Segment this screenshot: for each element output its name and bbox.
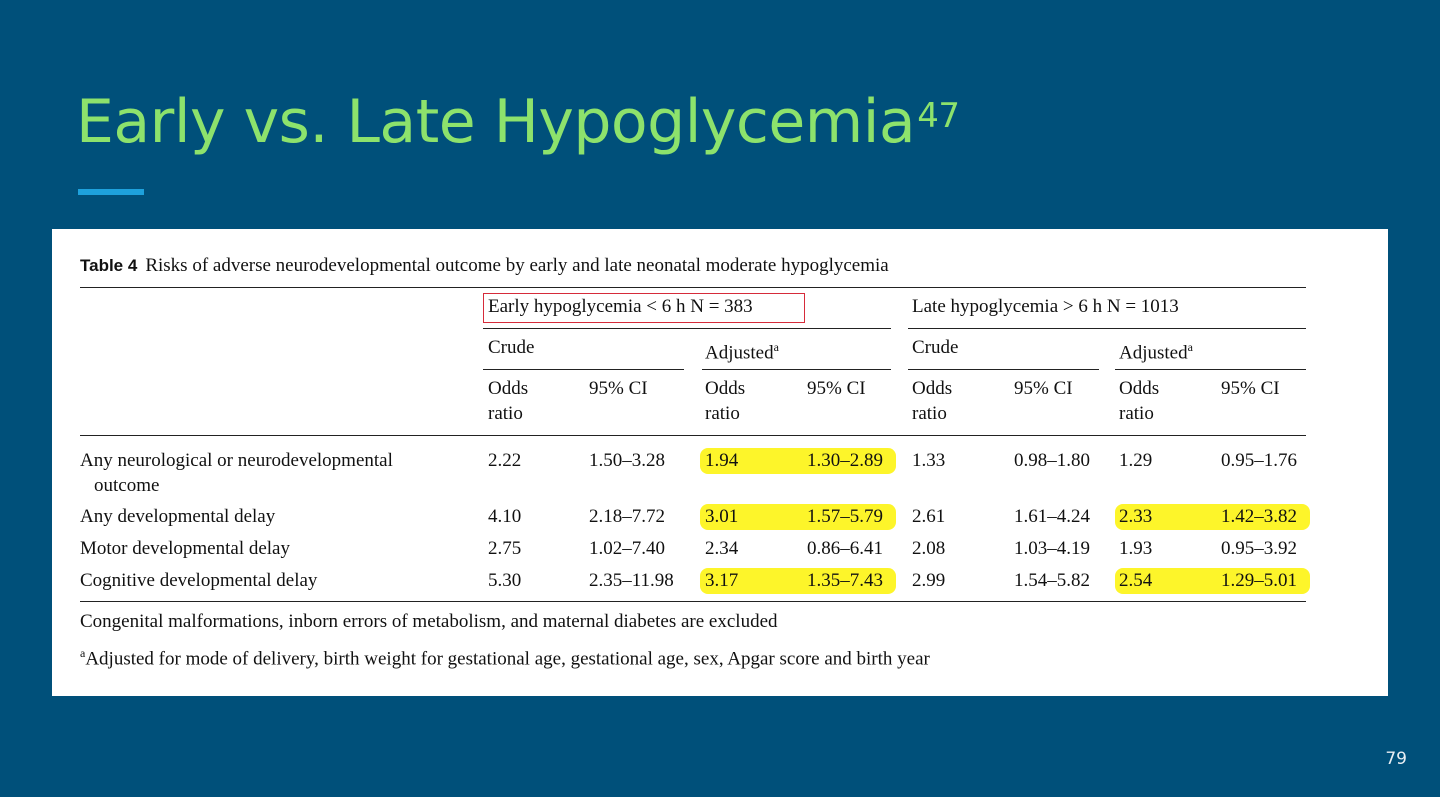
col-header-odds-ratio [912, 376, 952, 426]
cell-early-crude-or: 2.75 [488, 538, 522, 559]
row-label [80, 448, 393, 498]
col-header-odds-ratio [1119, 376, 1159, 426]
cell-early-adjusted-ci: 1.30–2.89 [807, 450, 883, 471]
cell-early-adjusted-or: 3.01 [705, 506, 739, 527]
table-caption [80, 255, 889, 277]
row-label: Motor developmental delay [80, 538, 290, 559]
cell-early-crude-ci: 2.18–7.72 [589, 506, 665, 527]
cell-early-crude-or: 2.22 [488, 450, 522, 471]
title-accent-bar [78, 189, 144, 195]
cell-early-adjusted-ci: 1.35–7.43 [807, 570, 883, 591]
adjusted-label: Adjusted [1119, 342, 1188, 364]
early-group-box [483, 293, 805, 323]
subheader-early-adjusted [705, 335, 779, 365]
footnote-exclusions: Congenital malformations, inborn errors of metabolism, and maternal diabetes are excluded [80, 611, 778, 632]
cell-late-adjusted-or: 2.33 [1119, 506, 1153, 527]
cell-late-crude-or: 2.61 [912, 506, 946, 527]
title-citation: 47 [917, 96, 960, 136]
late-group-rule [908, 328, 1306, 329]
row-label: Cognitive developmental delay [80, 570, 318, 591]
adjusted-footnote-mark: a [773, 340, 779, 354]
odds-ratio-line1: Odds [1119, 378, 1160, 399]
row-label: Any developmental delay [80, 506, 276, 527]
group-header-late: Late hypoglycemia > 6 h N = 1013 [912, 296, 1179, 317]
col-header-ci: 95% CI [589, 378, 648, 399]
cell-late-crude-ci: 1.54–5.82 [1014, 570, 1090, 591]
cell-late-adjusted-ci: 0.95–3.92 [1221, 538, 1297, 559]
cell-early-crude-ci: 1.02–7.40 [589, 538, 665, 559]
adjusted-footnote-mark: a [1187, 340, 1193, 354]
slide-title-text: Early vs. Late Hypoglycemia [76, 87, 916, 157]
cell-late-crude-ci: 0.98–1.80 [1014, 450, 1090, 471]
early-crude-rule [483, 369, 684, 370]
body-bottom-rule [80, 601, 1306, 602]
table-caption-label: Table 4 [80, 256, 138, 275]
cell-late-adjusted-or: 1.29 [1119, 450, 1153, 471]
cell-late-adjusted-or: 1.93 [1119, 538, 1153, 559]
table-caption-text: Risks of adverse neurodevelopmental outcome by early and late neonatal moderate hypoglycemia [145, 255, 889, 276]
late-adjusted-rule [1115, 369, 1306, 370]
footnote-adjustment-text: Adjusted for mode of delivery, birth weight for gestational age, gestational age, sex, Apgar score and birth year [85, 648, 930, 670]
adjusted-label: Adjusted [705, 342, 774, 364]
odds-ratio-line2: ratio [912, 403, 947, 424]
cell-late-adjusted-ci: 1.42–3.82 [1221, 506, 1297, 527]
slide-title [76, 82, 959, 162]
subheader-early-crude: Crude [488, 337, 535, 358]
early-group-rule [483, 328, 891, 329]
subheader-late-adjusted [1119, 335, 1193, 365]
cell-early-adjusted-ci: 0.86–6.41 [807, 538, 883, 559]
early-adjusted-rule [702, 369, 891, 370]
col-header-odds-ratio [705, 376, 745, 426]
subheader-late-crude: Crude [912, 337, 959, 358]
cell-late-crude-or: 1.33 [912, 450, 946, 471]
odds-ratio-line2: ratio [488, 403, 523, 424]
late-crude-rule [908, 369, 1099, 370]
header-bottom-rule [80, 435, 1306, 436]
cell-late-crude-ci: 1.03–4.19 [1014, 538, 1090, 559]
col-header-ci: 95% CI [1014, 378, 1073, 399]
footnote-mark: a [80, 646, 86, 660]
cell-late-adjusted-ci: 0.95–1.76 [1221, 450, 1297, 471]
footnote-adjustment [80, 641, 930, 671]
cell-late-crude-or: 2.08 [912, 538, 946, 559]
cell-late-crude-ci: 1.61–4.24 [1014, 506, 1090, 527]
odds-ratio-line1: Odds [705, 378, 746, 399]
top-rule [80, 287, 1306, 288]
odds-ratio-line2: ratio [1119, 403, 1154, 424]
odds-ratio-line2: ratio [705, 403, 740, 424]
row-label-line2: outcome [94, 475, 160, 496]
cell-late-crude-or: 2.99 [912, 570, 946, 591]
odds-ratio-line1: Odds [488, 378, 529, 399]
cell-late-adjusted-ci: 1.29–5.01 [1221, 570, 1297, 591]
cell-early-crude-ci: 2.35–11.98 [589, 570, 674, 591]
group-header-early: Early hypoglycemia < 6 h N = 383 [488, 296, 753, 317]
cell-early-crude-or: 4.10 [488, 506, 522, 527]
cell-early-adjusted-ci: 1.57–5.79 [807, 506, 883, 527]
table-panel [52, 229, 1388, 696]
cell-early-crude-or: 5.30 [488, 570, 522, 591]
cell-early-crude-ci: 1.50–3.28 [589, 450, 665, 471]
cell-early-adjusted-or: 2.34 [705, 538, 739, 559]
col-header-ci: 95% CI [1221, 378, 1280, 399]
row-label-line1: Any neurological or neurodevelopmental [80, 450, 393, 471]
odds-ratio-line1: Odds [912, 378, 953, 399]
cell-late-adjusted-or: 2.54 [1119, 570, 1153, 591]
cell-early-adjusted-or: 3.17 [705, 570, 739, 591]
cell-early-adjusted-or: 1.94 [705, 450, 739, 471]
page-number: 79 [1385, 749, 1407, 769]
col-header-ci: 95% CI [807, 378, 866, 399]
col-header-odds-ratio [488, 376, 528, 426]
